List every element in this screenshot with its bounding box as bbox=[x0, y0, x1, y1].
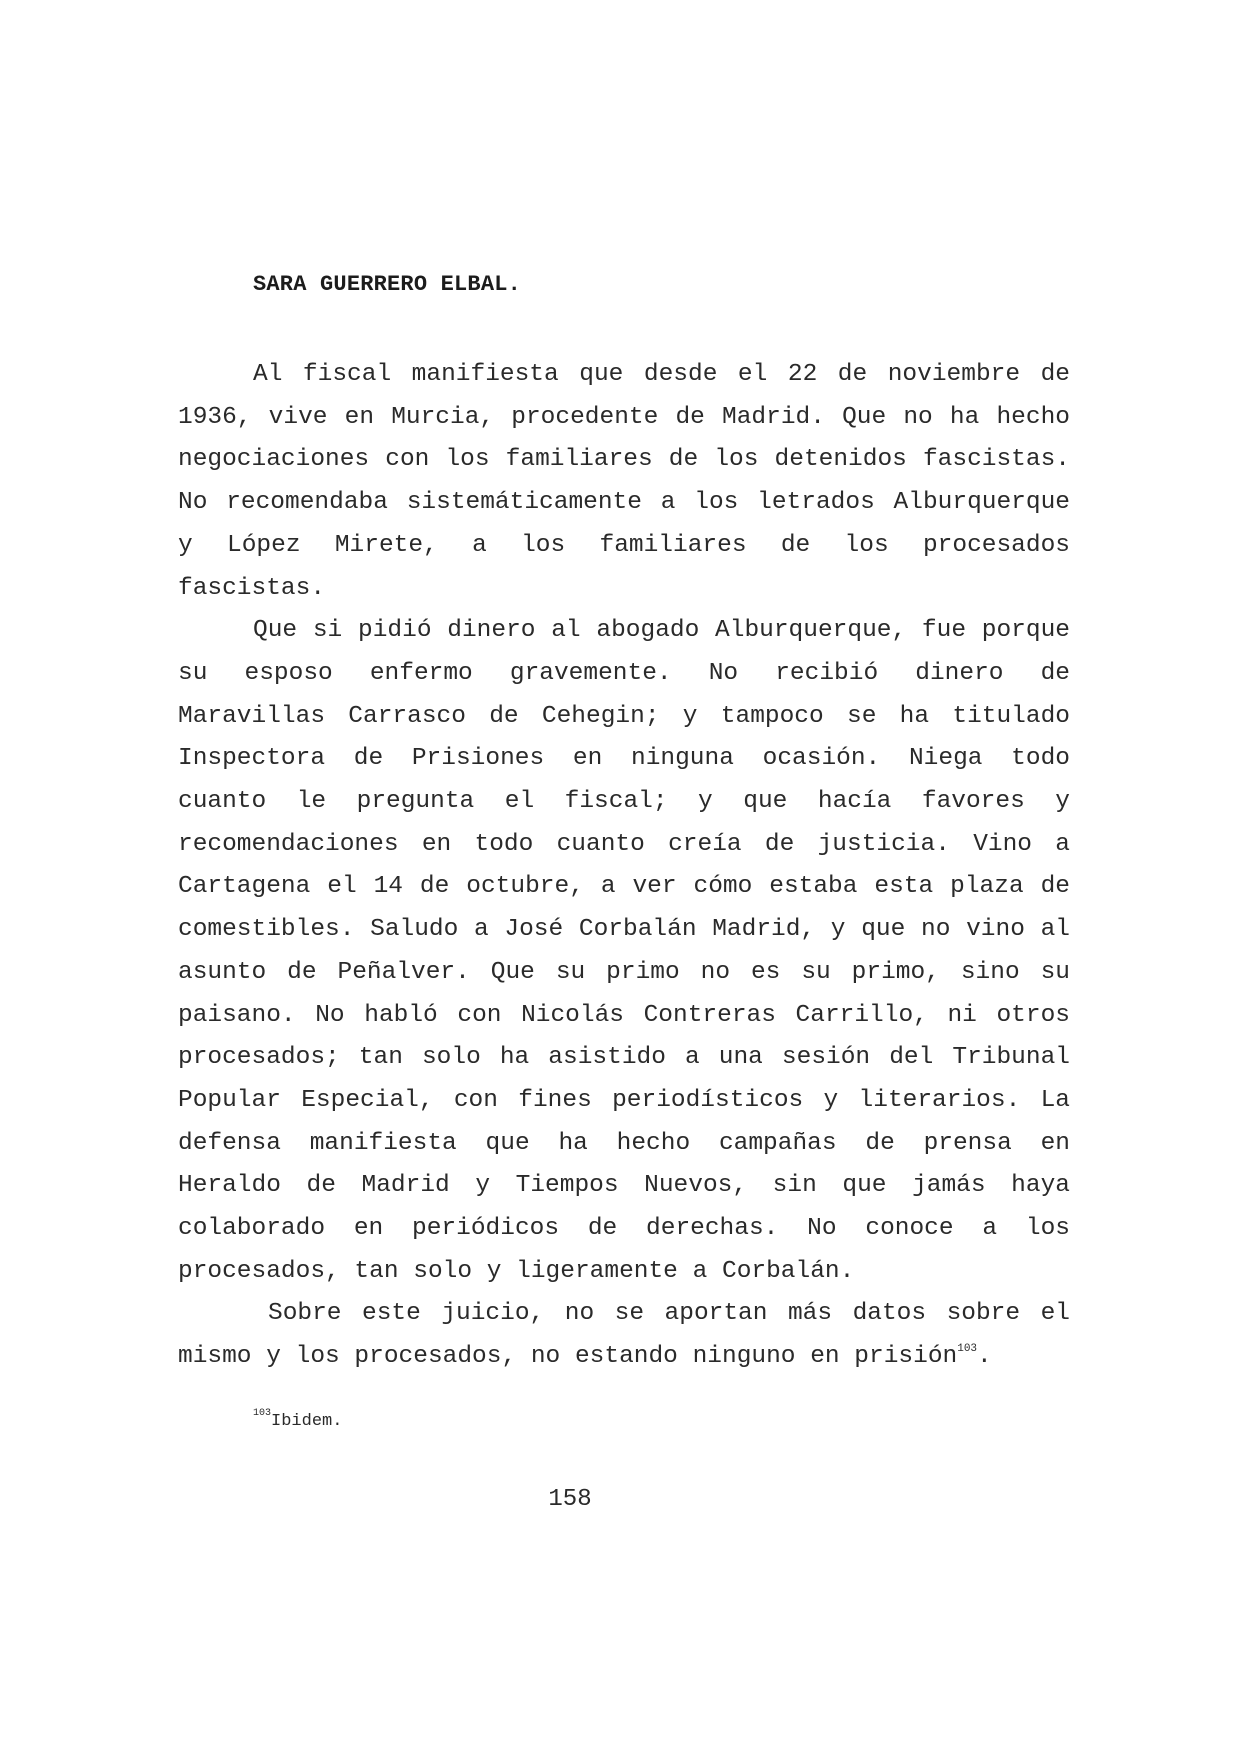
paragraph-1: Al fiscal manifiesta que desde el 22 de noviembre de 1936, vive en Murcia, procedente de Madrid. Que no ha hecho negociaciones con los familiares de los detenidos fascistas. No recomendaba sistemáticamente a los letrados Alburquerque y López Mirete, a los familiares de los procesados fascistas. bbox=[178, 361, 1070, 602]
paragraph-3: Sobre este juicio, no se aportan más datos sobre el mismo y los procesados, no estando ninguno en prisión$^{103}$. bbox=[178, 1300, 1070, 1371]
body-text bbox=[178, 354, 1070, 1379]
footnote bbox=[253, 1408, 343, 1431]
page-number: 158 bbox=[548, 1486, 592, 1513]
paragraph-3-text: Sobre este juicio, no se aportan más datos sobre el mismo y los procesados, no estando ninguno en prisión bbox=[178, 1300, 1070, 1371]
footnote-reference[interactable]: 103 bbox=[957, 1343, 978, 1356]
paragraph-2: Que si pidió dinero al abogado Alburquerque, fue porque su esposo enfermo gravemente. No recibió dinero de Maravillas Carrasco de Cehegin; y tampoco se ha titulado Inspectora de Prisiones en ninguna ocasión. Niega todo cuanto le pregunta el fiscal; y que hacía favores y recomendaciones en todo cuanto creía de justicia. Vino a Cartagena el 14 de octubre, a ver cómo estaba esta plaza de comestibles. Saludo a José Corbalán Madrid, y que no vino al asunto de Peñalver. Que su primo no es su primo, sino su paisano. No habló con Nicolás Contreras Carrillo, ni otros procesados; tan solo ha asistido a una sesión del Tribunal Popular Especial, con fines periodísticos y literarios. La defensa manifiesta que ha hecho campañas de prensa en Heraldo de Madrid y Tiempos Nuevos, sin que jamás haya colaborado en periódicos de derechas. No conoce a los procesados, tan solo y ligeramente a Corbalán. bbox=[178, 617, 1070, 1285]
footnote-text: Ibidem. bbox=[271, 1412, 343, 1431]
section-heading: SARA GUERRERO ELBAL. bbox=[253, 272, 522, 297]
footnote-number: 103 bbox=[253, 1408, 272, 1420]
